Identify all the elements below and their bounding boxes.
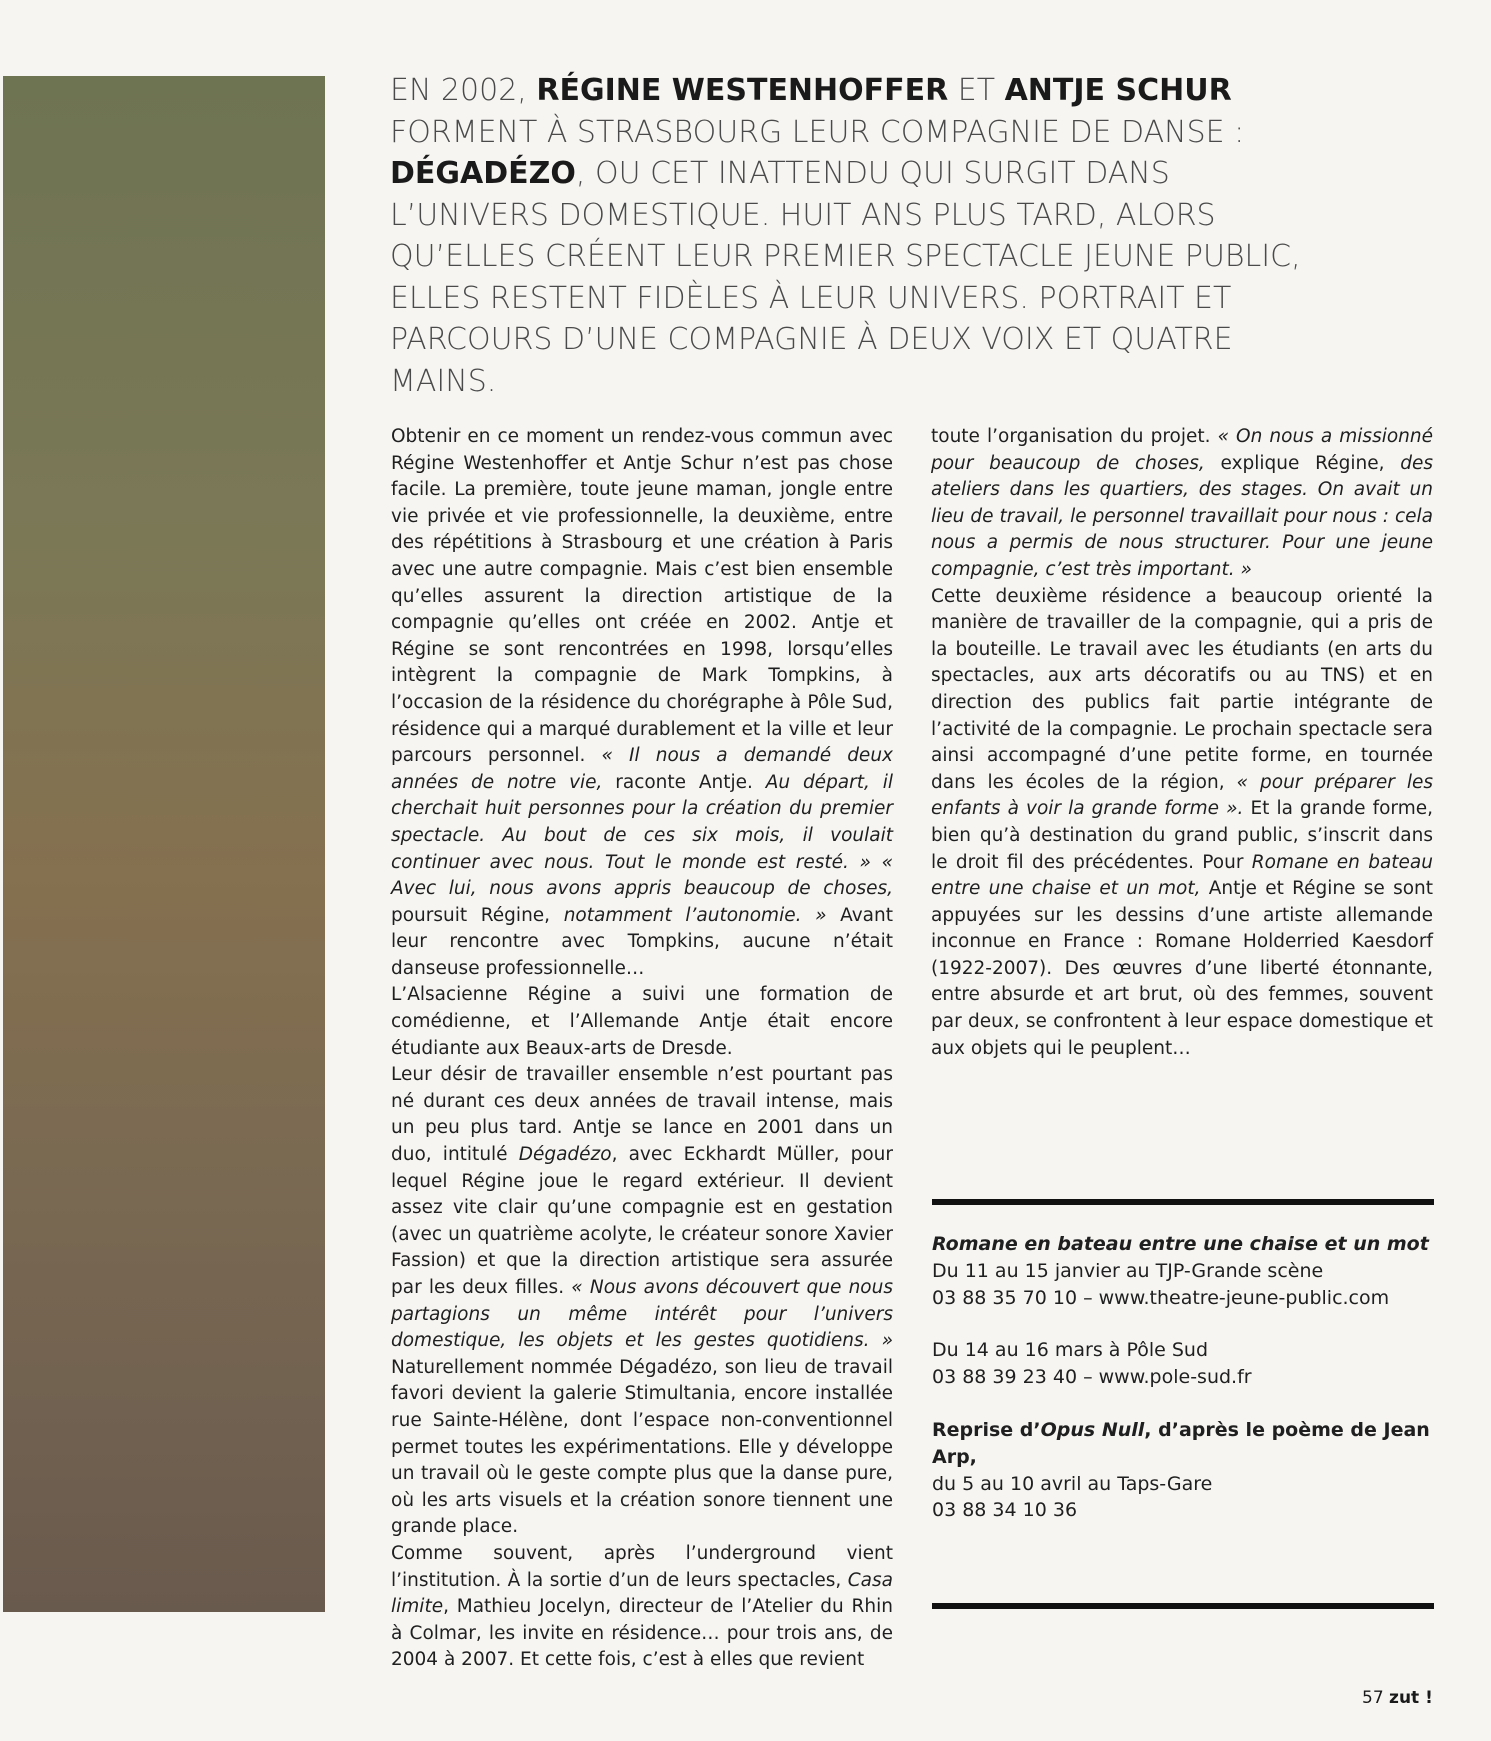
info-rule-top xyxy=(932,1199,1434,1205)
reprise-heading: Reprise d’Opus Null, d’après le poème de Jean Arp, xyxy=(932,1418,1430,1468)
paragraph: Obtenir en ce moment un rendez-vous commun avec Régine Westenhoffer et Antje Schur n’est pas chose facile. La première, toute jeune maman, jongle entre vie privée et vie professionnelle, la deuxième, entre des répétitions à Strasbourg et une création à Paris avec une autre compagnie. Mais c’est bien ensemble qu’elles assurent la direction artistique de la compagnie qu’elles ont créée en 2002. Antje et Régine se sont rencontrées en 1998, lorsqu’elles intègrent la compagnie de Mark Tompkins, à l’occasion de la résidence du chorégraphe à Pôle Sud, résidence qui a marqué durablement et la ville et leur parcours personnel. « Il nous a demandé deux années de notre vie, raconte Antje. Au départ, il cherchait huit personnes pour la création du premier spectacle. Au bout de ces six mois, il voulait continuer avec nous. Tout le monde est resté. » « Avec lui, nous avons appris beaucoup de choses, poursuit Régine, notamment l’autonomie. » Avant leur rencontre avec Tompkins, aucune n’était danseuse professionnelle… xyxy=(391,426,893,979)
magazine-name: zut ! xyxy=(1389,1688,1433,1708)
contact-pole-sud: 03 88 39 23 40 – www.pole-sud.fr xyxy=(932,1366,1252,1389)
company-name: DÉGADÉZO xyxy=(390,156,576,191)
paragraph: Leur désir de travailler ensemble n’est pourtant pas né durant ces deux années de travail intense, mais un peu plus tard. Antje se lance en 2001 dans un duo, intitulé Dégadézo, avec Eckhardt Müller, pour lequel Régine joue le regard extérieur. Il devient assez vite clair qu’une compagnie est en gestation (avec un quatrième acolyte, le créateur sonore Xavier Fassion) et que la direction artistique sera assurée par les deux filles. « Nous avons découvert que nous partagions un même intérêt pour l’univers domestique, les objets et les gestes quotidiens. » Naturellement nommée Dégadézo, son lieu de travail favori devient la galerie Stimultania, encore installée rue Sainte-Hélène, dont l’espace non-conventionnel permet toutes les expérimentations. Elle y développe un travail où le geste compte plus que la danse pure, où les arts visuels et la création sonore tiennent une grande place. xyxy=(391,1064,893,1538)
paragraph: L’Alsacienne Régine a suivi une formation de comédienne, et l’Allemande Antje était encore étudiante aux Beaux-arts de Dresde. xyxy=(391,984,893,1059)
name-antje: ANTJE SCHUR xyxy=(1004,73,1232,108)
date-tjp: Du 11 au 15 janvier au TJP-Grande scène xyxy=(932,1259,1324,1282)
intro-lede: EN 2002, RÉGINE WESTENHOFFER ET ANTJE SCHUR FORMENT À STRASBOURG LEUR COMPAGNIE DE DANSE : DÉGADÉZO, OU CET INATTENDU QUI SURGIT DANS L’UNIVERS DOMESTIQUE. HUIT ANS PLUS TARD, ALORS QU’ELLES CRÉENT LEUR PREMIER SPECTACLE JEUNE PUBLIC, ELLES RESTENT FIDÈLES À LEUR UNIVERS. PORTRAIT ET PARCOURS D’UNE COMPAGNIE À DEUX VOIX ET QUATRE MAINS. xyxy=(390,73,1301,399)
paragraph: toute l’organisation du projet. « On nous a missionné pour beaucoup de choses, explique Régine, des ateliers dans les quartiers, des stages. On avait un lieu de travail, le personnel travaillait pour nous : cela nous a permis de nous structurer. Pour une jeune compagnie, c’est très important. » xyxy=(931,426,1433,580)
photo-strip xyxy=(3,76,325,1612)
info-rule-bottom xyxy=(932,1603,1434,1609)
paragraph: Comme souvent, après l’underground vient l’institution. À la sortie d’un de leurs spectacles, Casa limite, Mathieu Jocelyn, directeur de l’Atelier du Rhin à Colmar, les invite en résidence… pour trois ans, de 2004 à 2007. Et cette fois, c’est à elles que revient xyxy=(391,1542,893,1671)
show-title: Romane en bateau entre une chaise et un mot xyxy=(932,1233,1429,1255)
date-pole-sud: Du 14 au 16 mars à Pôle Sud xyxy=(932,1339,1209,1362)
date-taps: du 5 au 10 avril au Taps-Gare xyxy=(932,1472,1213,1495)
contact-taps: 03 88 34 10 36 xyxy=(932,1499,1078,1522)
page-footer xyxy=(1362,1688,1433,1708)
paragraph: Cette deuxième résidence a beaucoup orienté la manière de travailler de la compagnie, qui a pris de la bouteille. Le travail avec les étudiants (en arts du spectacles, aux arts décoratifs ou au TNS) et en direction des publics fait partie intégrante de l’activité de la compagnie. Le prochain spectacle sera ainsi accompagné d’une petite forme, en tournée dans les écoles de la région, « pour préparer les enfants à voir la grande forme ». Et la grande forme, bien qu’à destination du grand public, s’inscrit dans le droit fil des précédentes. Pour Romane en bateau entre une chaise et un mot, Antje et Régine se sont appuyées sur les dessins d’une artiste allemande inconnue en France : Romane Holderried Kaesdorf (1922-2007). Des œuvres d’une liberté étonnante, entre absurde et art brut, où des femmes, souvent par deux, se confrontent à leur espace domestique et aux objets qui le peuplent… xyxy=(931,585,1434,1059)
name-regine: RÉGINE WESTENHOFFER xyxy=(536,73,949,108)
info-box xyxy=(932,1231,1434,1524)
article-column-right xyxy=(931,424,1433,1062)
page-number: 57 xyxy=(1362,1688,1384,1708)
article-column-left xyxy=(391,424,893,1674)
contact-tjp: 03 88 35 70 10 – www.theatre-jeune-public.com xyxy=(932,1286,1390,1309)
